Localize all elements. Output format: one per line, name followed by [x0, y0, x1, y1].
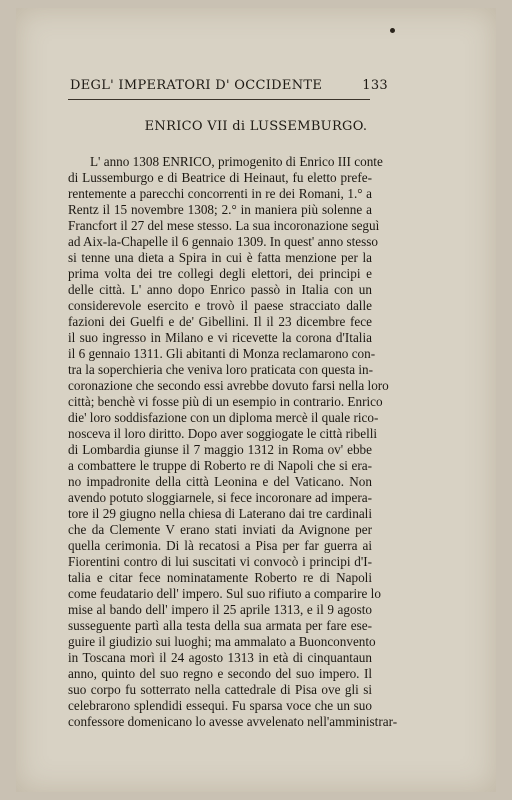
text-line: il 6 gennaio 1311. Gli abitanti di Monza reclamarono con-	[68, 346, 376, 361]
text-line: quella cerimonia. Di là recatosi a Pisa per far guerra ai	[68, 538, 372, 553]
header-rule	[68, 99, 370, 100]
text-line: anno, quinto del suo regno e secondo del suo impero. Il	[68, 666, 372, 681]
page-number: 133	[362, 78, 388, 93]
text-line: die' loro soddisfazione con un diploma mercè il quale rico-	[68, 410, 379, 425]
text-line: Rentz il 15 novembre 1308; 2.° in maniera più solenne a	[68, 202, 372, 217]
text-line: no impadronite della città Leonina e del Vaticano. Non	[68, 474, 372, 489]
text-line: mise al bando dell' impero il 25 aprile 1313, e il 9 agosto	[68, 602, 372, 617]
text-line: in Toscana morì il 24 agosto 1313 in età di cinquantaun	[68, 650, 372, 665]
text-line: delle città. L' anno dopo Enrico passò in Italia con un	[68, 282, 372, 297]
text-line: rentemente a parecchi concorrenti in re dei Romani, 1.° a	[68, 186, 372, 201]
text-line: il suo ingresso in Milano e vi ricevette la corona d'Italia	[68, 330, 372, 345]
text-line: considerevole esercito e trovò il paese stracciato dalle	[68, 298, 372, 313]
body-paragraph	[68, 154, 398, 730]
text-line: L' anno 1308 ENRICO, primogenito di Enrico III conte	[90, 154, 383, 169]
text-line: Fiorentini contro di lui suscitati vi convocò i principi d'I-	[68, 554, 372, 569]
running-title: DEGL' IMPERATORI D' OCCIDENTE	[70, 78, 323, 93]
text-line: celebrarono splendidi essequi. Fu sparsa voce che un suo	[68, 698, 372, 713]
text-line: fazioni dei Guelfi e de' Gibellini. Il il 23 dicembre fece	[68, 314, 372, 329]
text-line: avendo potuto sloggiarnele, si fece incoronare ad impera-	[68, 490, 372, 505]
text-line: di Lussemburgo e di Beatrice di Heinaut, fu eletto prefe-	[68, 170, 372, 185]
text-line: nosceva il loro diritto. Dopo aver soggiogate le città ribelli	[68, 426, 378, 441]
ink-spot	[390, 28, 395, 33]
text-line: a combattere le truppe di Roberto re di Napoli che si era-	[68, 458, 372, 473]
text-line: di Lombardia giunse il 7 maggio 1312 in Roma ov' ebbe	[68, 442, 372, 457]
text-line: suo corpo fu sotterrato nella cattedrale di Pisa ove gli si	[68, 682, 372, 697]
text-line: Francfort il 27 del mese stesso. La sua incoronazione seguì	[68, 218, 380, 233]
text-line: si tenne una dieta a Spira in cui è fatta menzione per la	[68, 250, 372, 265]
text-line: come feudatario dell' impero. Sul suo rifiuto a comparire lo	[68, 586, 381, 601]
text-line: confessore domenicano lo avesse avvelenato nell'amministrar-	[68, 714, 398, 729]
text-line: ad Aix-la-Chapelle il 6 gennaio 1309. In quest' anno stesso	[68, 234, 379, 249]
text-line: guire il giudizio sui luoghi; ma ammalato a Buonconvento	[68, 634, 376, 649]
text-line: tore il 29 giugno nella chiesa di Laterano dai tre cardinali	[68, 506, 372, 521]
text-line: tra la soperchieria che veniva loro praticata con questa in-	[68, 362, 373, 377]
text-line: che da Clemente V erano stati inviati da Avignone per	[68, 522, 372, 537]
section-heading: ENRICO VII di LUSSEMBURGO.	[144, 119, 368, 134]
text-line: talia e citar fece nominatamente Roberto re di Napoli	[68, 570, 372, 585]
text-line: prima volta dei tre collegi degli elettori, dei principi e	[68, 266, 372, 281]
text-line: susseguente partì alla testa della sua armata per fare ese-	[68, 618, 372, 633]
text-line: città; benchè vi fosse più di un esempio in contrario. Enrico	[68, 394, 383, 409]
text-line: coronazione che secondo essi avrebbe dovuto farsi nella loro	[68, 378, 389, 393]
